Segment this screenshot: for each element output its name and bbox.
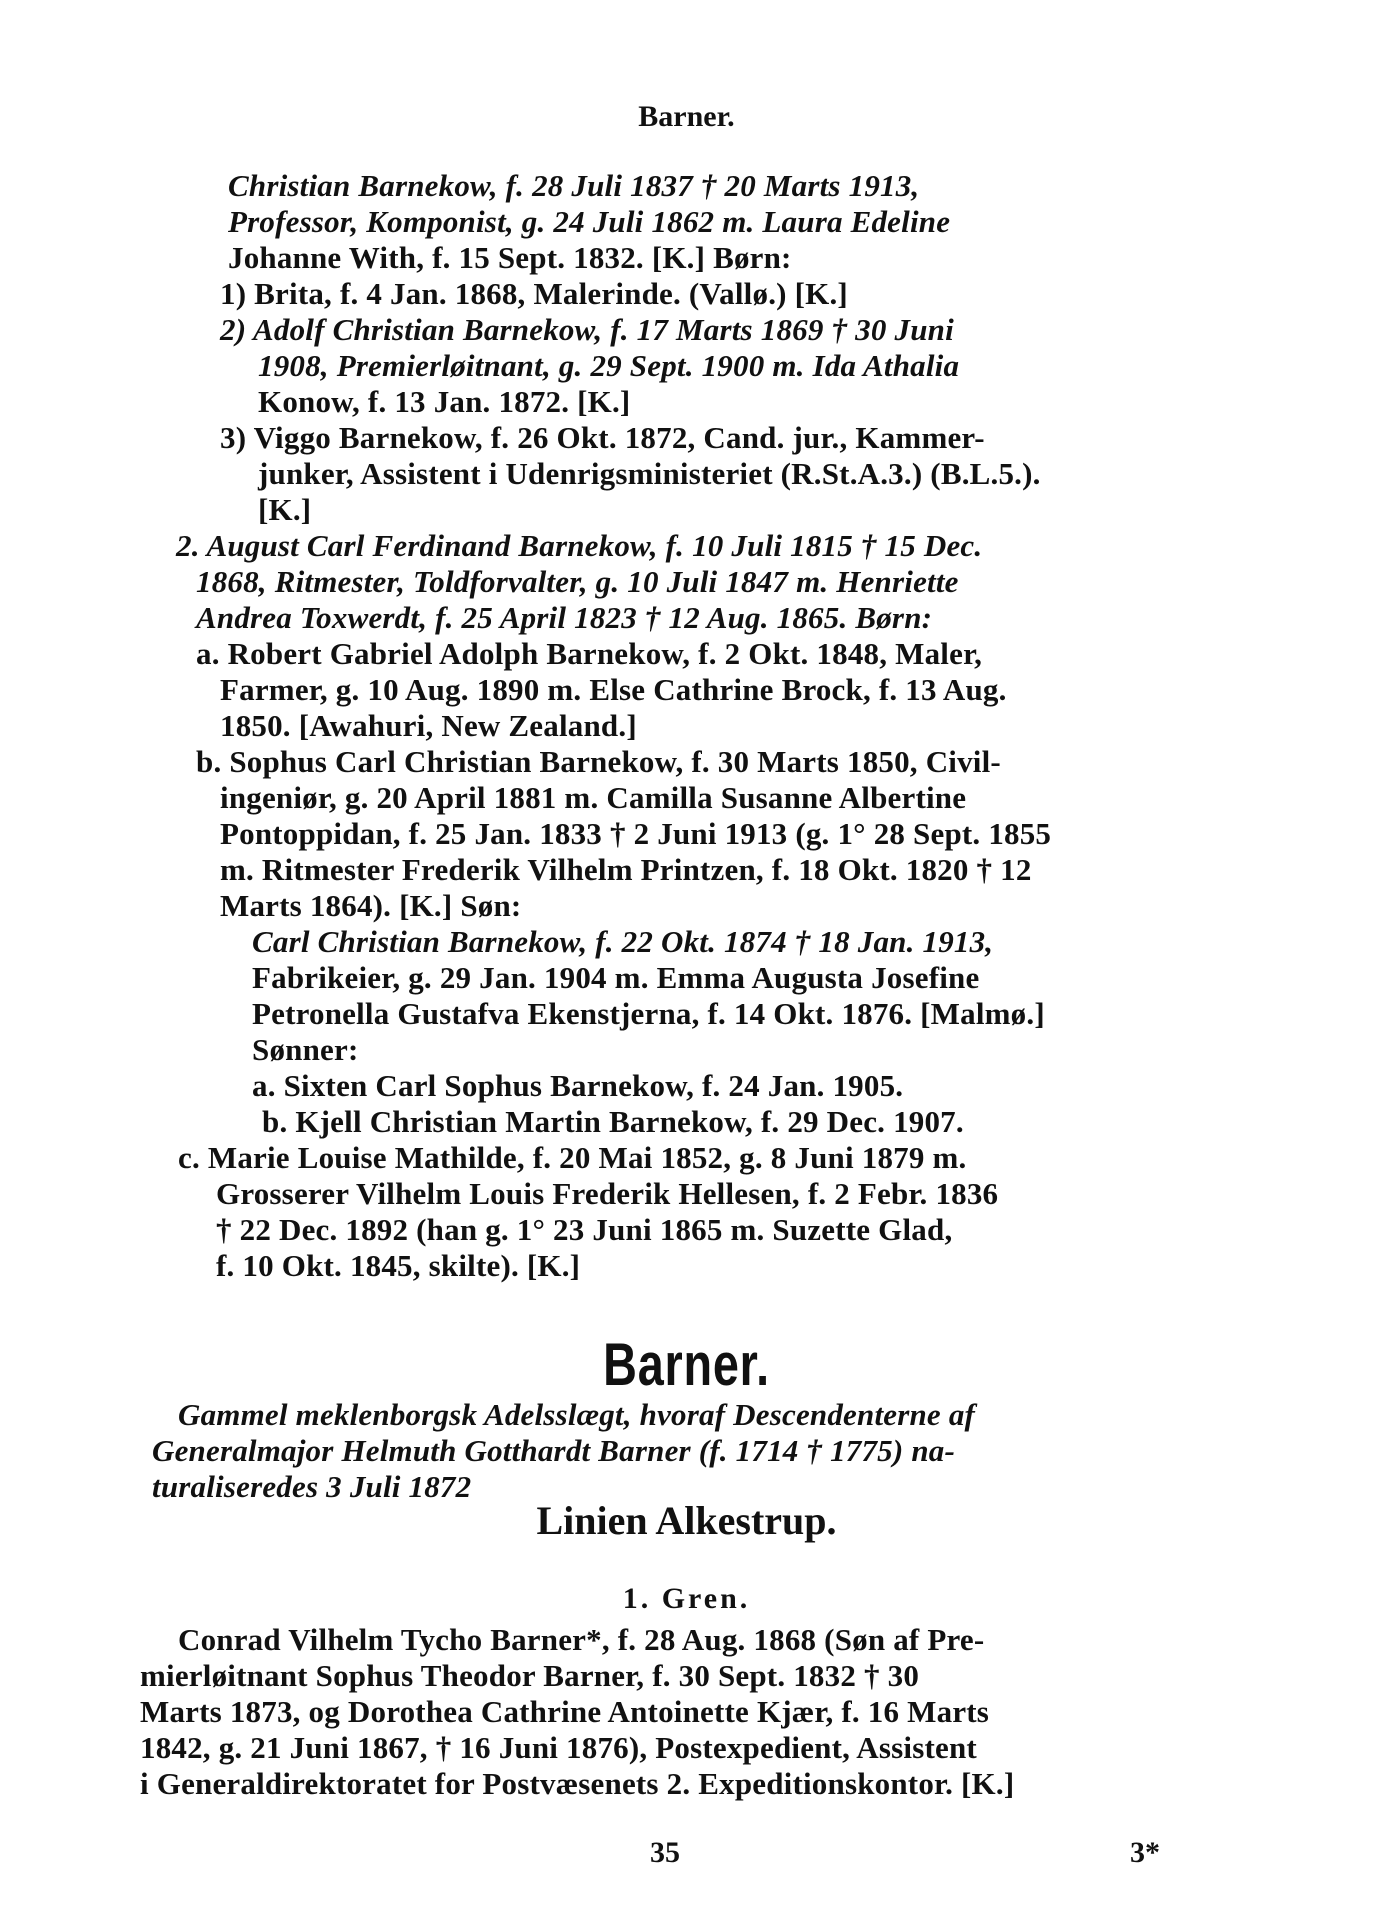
tail-line: mierløitnant Sophus Theodor Barner, f. 30 Sept. 1832 † 30 xyxy=(140,1658,920,1693)
body-line: 3) Viggo Barnekow, f. 26 Okt. 1872, Cand. jur., Kammer- xyxy=(220,420,985,455)
body-line: Marts 1864). [K.] Søn: xyxy=(220,888,522,923)
running-head: Barner. xyxy=(638,100,735,133)
tail-line: 1842, g. 21 Juni 1867, † 16 Juni 1876), Postexpedient, Assistent xyxy=(140,1730,977,1765)
body-line: 1908, Premierløitnant, g. 29 Sept. 1900 m. Ida Athalia xyxy=(258,348,960,383)
body-line: Fabrikeier, g. 29 Jan. 1904 m. Emma Augusta Josefine xyxy=(252,960,980,995)
body-line: Andrea Toxwerdt, f. 25 April 1823 † 12 Aug. 1865. Børn: xyxy=(196,600,933,635)
body-line: Farmer, g. 10 Aug. 1890 m. Else Cathrine Brock, f. 13 Aug. xyxy=(220,672,1007,707)
body-line: 1) Brita, f. 4 Jan. 1868, Malerinde. (Vallø.) [K.] xyxy=(220,276,848,311)
body-line: Professor, Komponist, g. 24 Juli 1862 m. Laura Edeline xyxy=(228,204,951,239)
body-line: 1868, Ritmester, Toldforvalter, g. 10 Juli 1847 m. Henriette xyxy=(196,564,959,599)
body-line: junker, Assistent i Udenrigsministeriet (R.St.A.3.) (B.L.5.). xyxy=(258,456,1041,491)
intro-line: Gammel meklenborgsk Adelsslægt, hvoraf Descendenterne af xyxy=(178,1397,976,1432)
body-line: † 22 Dec. 1892 (han g. 1° 23 Juni 1865 m. Suzette Glad, xyxy=(216,1212,953,1247)
family-title: Barner. xyxy=(603,1331,770,1398)
body-line: Johanne With, f. 15 Sept. 1832. [K.] Børn: xyxy=(228,240,792,275)
body-line: Sønner: xyxy=(252,1032,359,1067)
body-line: Pontoppidan, f. 25 Jan. 1833 † 2 Juni 1913 (g. 1° 28 Sept. 1855 xyxy=(220,816,1052,851)
intro-line: turaliseredes 3 Juli 1872 xyxy=(152,1469,472,1504)
body-line: m. Ritmester Frederik Vilhelm Printzen, f. 18 Okt. 1820 † 12 xyxy=(220,852,1032,887)
body-line: a. Robert Gabriel Adolph Barnekow, f. 2 Okt. 1848, Maler, xyxy=(196,636,983,671)
page-number: 35 xyxy=(650,1836,680,1869)
body-line: Grosserer Vilhelm Louis Frederik Hellesen, f. 2 Febr. 1836 xyxy=(216,1176,999,1211)
body-line: Konow, f. 13 Jan. 1872. [K.] xyxy=(258,384,631,419)
body-line: Christian Barnekow, f. 28 Juli 1837 † 20 Marts 1913, xyxy=(228,168,920,203)
gren-title: 1. Gren. xyxy=(622,1582,751,1615)
body-line: ingeniør, g. 20 April 1881 m. Camilla Susanne Albertine xyxy=(220,780,967,815)
body-line: a. Sixten Carl Sophus Barnekow, f. 24 Jan. 1905. xyxy=(252,1068,904,1103)
body-line: 2) Adolf Christian Barnekow, f. 17 Marts 1869 † 30 Juni xyxy=(220,312,954,347)
tail-line: i Generaldirektoratet for Postvæsenets 2. Expeditionskontor. [K.] xyxy=(140,1766,1015,1801)
body-line: b. Sophus Carl Christian Barnekow, f. 30 Marts 1850, Civil- xyxy=(196,744,1001,779)
body-line: c. Marie Louise Mathilde, f. 20 Mai 1852, g. 8 Juni 1879 m. xyxy=(178,1140,967,1175)
body-line: Carl Christian Barnekow, f. 22 Okt. 1874 † 18 Jan. 1913, xyxy=(252,924,994,959)
tail-line: Conrad Vilhelm Tycho Barner*, f. 28 Aug. 1868 (Søn af Pre- xyxy=(178,1622,985,1657)
body-line: 2. August Carl Ferdinand Barnekow, f. 10 Juli 1815 † 15 Dec. xyxy=(176,528,983,563)
line-title: Linien Alkestrup. xyxy=(536,1498,837,1543)
body-line: 1850. [Awahuri, New Zealand.] xyxy=(220,708,637,743)
signature-mark: 3* xyxy=(1130,1836,1160,1869)
intro-line: Generalmajor Helmuth Gotthardt Barner (f. 1714 † 1775) na- xyxy=(152,1433,956,1468)
tail-line: Marts 1873, og Dorothea Cathrine Antoinette Kjær, f. 16 Marts xyxy=(140,1694,990,1729)
body-line: Petronella Gustafva Ekenstjerna, f. 14 Okt. 1876. [Malmø.] xyxy=(252,996,1045,1031)
body-line: f. 10 Okt. 1845, skilte). [K.] xyxy=(216,1248,581,1283)
body-line: [K.] xyxy=(258,492,312,527)
body-line: b. Kjell Christian Martin Barnekow, f. 29 Dec. 1907. xyxy=(262,1104,964,1139)
